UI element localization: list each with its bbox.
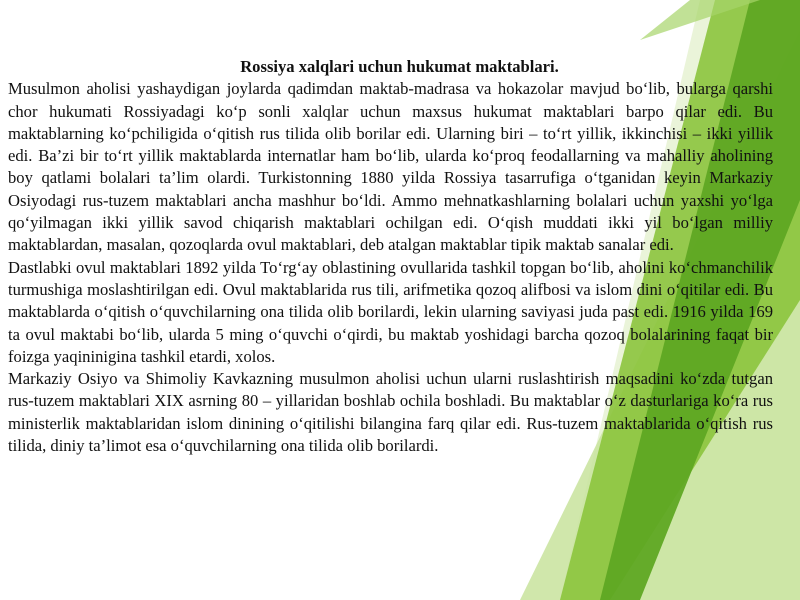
paragraph: Dastlabki ovul maktablari 1892 yilda To‘rg‘ay oblastining ovullarida tashkil topgan bo‘lib, aholini ko‘chmanchilik turmushiga moslashtirilgan edi. Ovul maktablarida rus tili, arifmetika qozoq alifbosi va islom dini o‘qitilar edi. Bu maktablarda o‘qitish o‘quvchilarning ona tilida olib borilardi, lekin ularning saviyasi juda past edi. 1916 yilda 169 ta ovul maktabi bo‘lib, ularda 5 ming o‘quvchi o‘qirdi, bu maktab yoshidagi barcha qozoq bolalarining faqat bir foizga yaqininigina tashkil etardi, xolos. (8, 257, 773, 366)
slide-content (8, 56, 773, 457)
paragraph: Musulmon aholisi yashaydigan joylarda qadimdan maktab-madrasa va hokazolar mavjud bo‘lib, bularga qarshi chor hukumati Rossiyadagi ko‘p sonli xalqlar uchun maxsus hukumat maktablari barpo qilar edi. Bu maktablarning ko‘pchiligida o‘qitish rus tilida olib borilar edi. Ularning biri – to‘rt yillik, ikkinchisi – ikki yillik edi. Ba’zi bir to‘rt yillik maktablarda internatlar ham bo‘lib, ularda ko‘proq feodallarning va mahalliy aholining boy qatlami bolalari ta’lim olardi. Turkistonning 1880 yilda Rossiya tasarrufiga o‘tganidan keyin Markaziy Osiyodagi rus-tuzem maktablari ancha mashhur bo‘ldi. Ammo mehnatkashlarning bolalari uchun yaxshi yo‘lga qo‘yilmagan ikki yillik savod chiqarish maktablari ochilgan edi. O‘qish muddati ikki yil bo‘lgan milliy maktablardan, masalan, qozoqlarda ovul maktablari, deb atalgan maktablar tipik maktab sanalar edi. (8, 79, 773, 255)
slide-title: Rossiya xalqlari uchun hukumat maktablari. (240, 57, 559, 76)
paragraph: Markaziy Osiyo va Shimoliy Kavkazning musulmon aholisi uchun ularni ruslashtirish maqsadini ko‘zda tutgan rus-tuzem maktablari XIX asrning 80 – yillaridan boshlab ochila boshladi. Bu maktablar o‘z dasturlariga ko‘ra rus ministerlik maktablaridan islom dinining o‘qitilishi bilangina farq qilar edi. Rus-tuzem maktablarida o‘qitish rus tilida, diniy ta’limot esa o‘quvchilarning ona tilida olib borilardi. (8, 369, 773, 456)
